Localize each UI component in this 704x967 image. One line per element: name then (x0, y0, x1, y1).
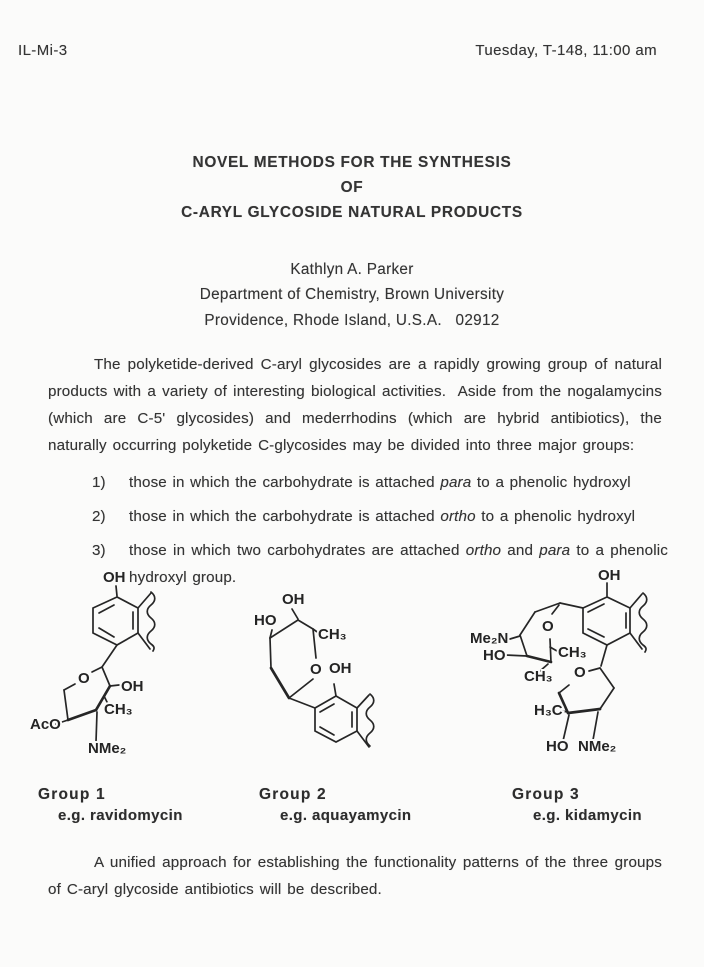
group3-caption: Group 3 (512, 786, 580, 803)
item-text-em: ortho (440, 508, 476, 525)
chem-label-h3c: H₃C (534, 702, 563, 719)
item-text-mid: and (501, 542, 540, 559)
chem-structure-ravidomycin (20, 562, 235, 777)
session-code: IL-Mi-3 (18, 42, 68, 59)
chem-label-ring-o: O (542, 618, 554, 635)
chem-label-ho: HO (546, 738, 569, 755)
chem-label-ring-o: O (78, 670, 90, 687)
item-number: 2) (92, 508, 106, 525)
session-datetime: Tuesday, T-148, 11:00 am (475, 42, 657, 59)
chem-label-aco: AcO (30, 716, 61, 733)
group1-example: e.g. ravidomycin (58, 807, 183, 824)
chem-label-oh: OH (598, 567, 621, 584)
chem-label-nme2: NMe₂ (578, 738, 617, 755)
abstract-paragraph-2 (48, 849, 662, 903)
truncation-squiggle (147, 592, 155, 651)
chem-label-ring-o: O (310, 661, 322, 678)
chem-label-oh: OH (329, 660, 352, 677)
chem-label-oh: OH (103, 569, 126, 586)
author-affiliation: Department of Chemistry, Brown University (199, 286, 505, 304)
item-text (129, 469, 668, 496)
item-text-pre: those in which the carbohydrate is attached (129, 508, 441, 525)
group2-example: e.g. aquayamycin (280, 807, 412, 824)
item-number: 3) (92, 542, 106, 559)
item-text-em: ortho (465, 542, 502, 559)
paragraph-2-text: A unified approach for establishing the functionality patterns of the three groups of C-aryl glycoside antibiotics will be described. (48, 854, 662, 898)
chem-label-oh: OH (282, 591, 305, 608)
chem-label-ch3: CH₃ (104, 701, 133, 718)
abstract-paragraph-1 (48, 351, 662, 459)
item-text-post: to a phenolic hydroxyl group. (129, 542, 669, 586)
abstract-title (0, 151, 704, 225)
chem-label-ch3: CH₃ (558, 644, 587, 661)
author-name: Kathlyn A. Parker (290, 261, 414, 278)
group3-example: e.g. kidamycin (533, 807, 642, 824)
item-text-em: para (440, 474, 472, 491)
title-line-1: NOVEL METHODS FOR THE SYNTHESIS (192, 154, 512, 171)
item-text-post: to a phenolic hydroxyl (475, 508, 636, 525)
truncation-squiggle (366, 694, 374, 746)
item-text-pre: those in which two carbohydrates are attached (129, 542, 466, 559)
title-line-3: C-ARYL GLYCOSIDE NATURAL PRODUCTS (181, 203, 523, 221)
item-text-pre: those in which the carbohydrate is attached (129, 474, 441, 491)
paragraph-1-text: The polyketide-derived C-aryl glycosides are a rapidly growing group of natural products with a variety of interesting biological activities. Aside from the nogalamycins (which are C-5' glycosides) and mederrhodins (which are hybrid antibiotics), the naturally occurring polyketide C-glycosides may be divided into three major groups: (48, 356, 662, 454)
structure-group1-figure (20, 562, 235, 777)
title-line-2: OF (340, 178, 364, 196)
group1-caption: Group 1 (38, 786, 106, 803)
list-item (92, 503, 668, 530)
chem-label-ring-o: O (574, 664, 586, 681)
chem-label-nme2: NMe₂ (88, 740, 127, 757)
item-text-em2: para (539, 542, 571, 559)
group2-caption: Group 2 (259, 786, 327, 803)
chem-label-me2n: Me₂N (470, 630, 509, 647)
truncation-squiggle (639, 593, 647, 652)
chem-label-ch3: CH₃ (524, 668, 553, 685)
item-text-post: to a phenolic hydroxyl (471, 474, 631, 491)
chem-structure-kidamycin (450, 562, 700, 790)
chem-structure-aquayamycin (240, 562, 460, 777)
chem-label-ch3: CH₃ (318, 626, 347, 643)
chem-label-oh: OH (121, 678, 144, 695)
structure-group3-figure (450, 562, 700, 790)
structure-group2-figure (240, 562, 460, 777)
item-text (129, 503, 668, 530)
list-item (92, 469, 668, 496)
chem-label-ho: HO (483, 647, 506, 664)
item-number: 1) (92, 474, 106, 491)
author-block (0, 257, 704, 333)
author-address: Providence, Rhode Island, U.S.A. 02912 (204, 311, 500, 329)
chem-label-ho: HO (254, 612, 277, 629)
